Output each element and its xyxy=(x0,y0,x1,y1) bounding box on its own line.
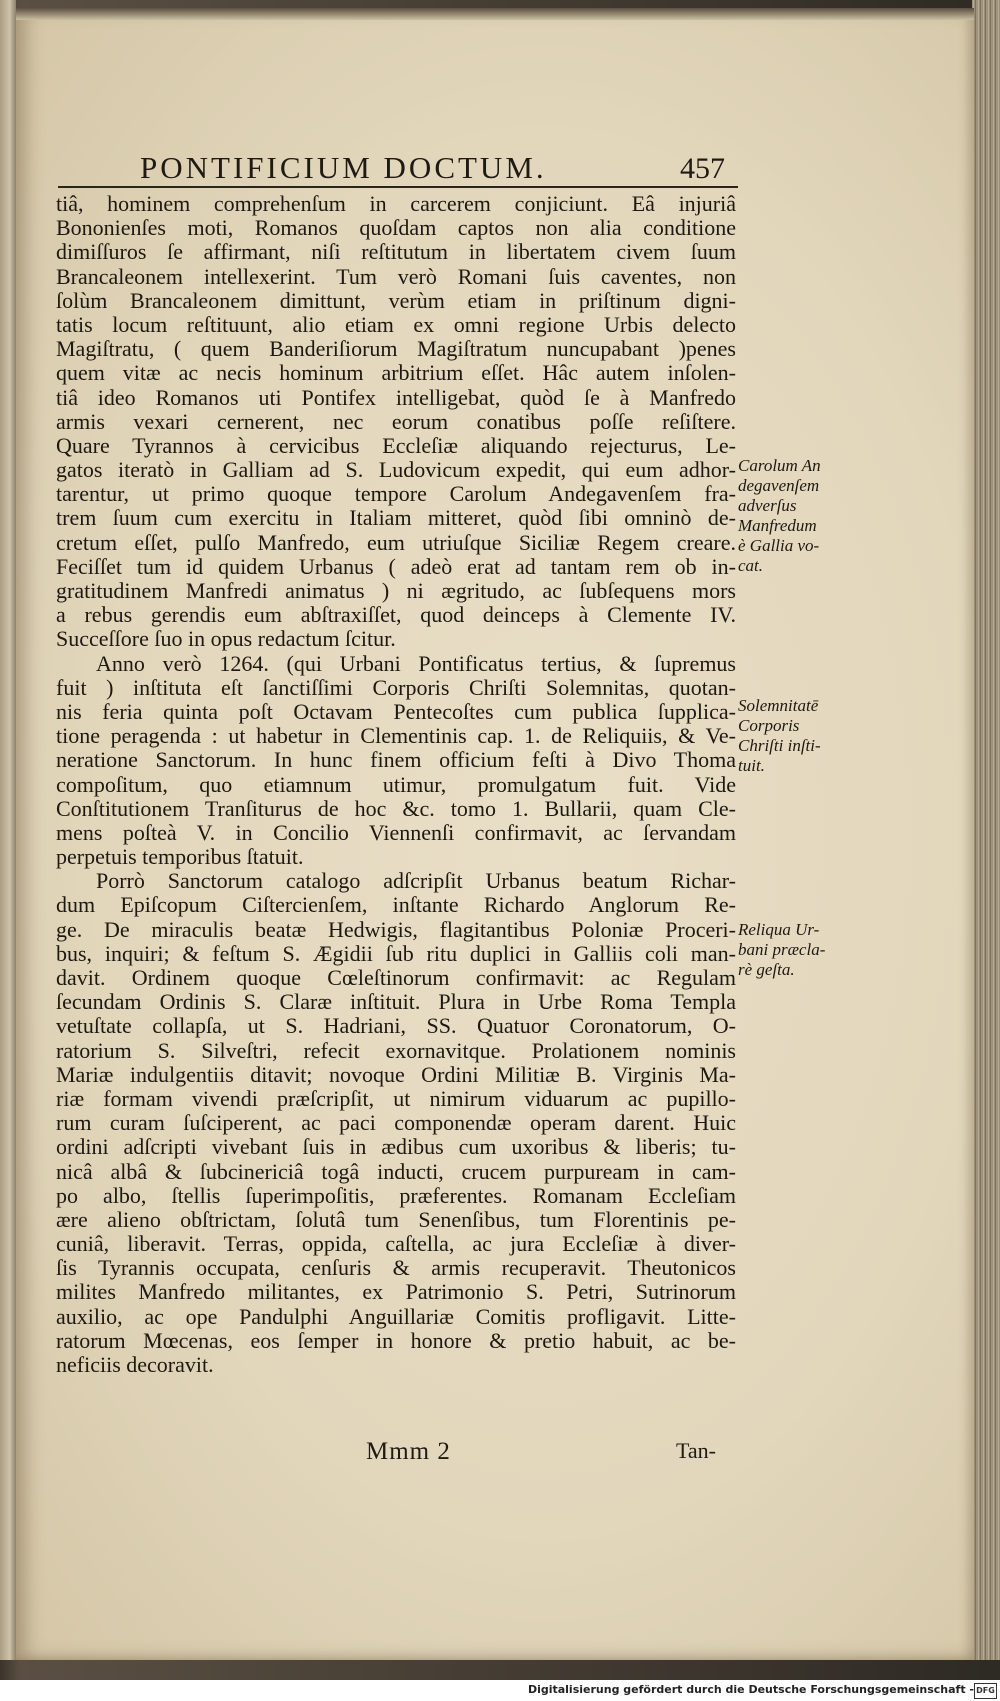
marginal-note-line: è Gallia vo- xyxy=(738,536,820,555)
text-line: Succeſſore ſuo in opus redactum ſcitur. xyxy=(56,627,396,652)
marginal-note-line: tuit. xyxy=(738,756,765,775)
text-line: quem vitæ ac necis hominum arbitrium eſſet. Hâc autem inſolen- xyxy=(56,361,736,386)
text-line: ſis Tyrannis occupata, cenſuris & armis recuperavit. Theutonicos xyxy=(56,1256,736,1281)
marginal-note-line: adverſus xyxy=(738,496,797,515)
text-line: gatos iteratò in Galliam ad S. Ludovicum expedit, qui eum adhor- xyxy=(56,458,736,483)
page-edge-stack xyxy=(972,0,1000,1660)
page-number: 457 xyxy=(680,152,725,185)
text-line: Quare Tyrannos à cervicibus Eccleſiæ aliquando rejecturus, Le- xyxy=(56,433,736,458)
text-line: Porrò Sanctorum catalogo adſcripſit Urbanus beatum Richar- xyxy=(96,869,736,894)
header-rule xyxy=(58,186,738,188)
text-line: dum Epiſcopum Ciſtercienſem, inſtante Richardo Anglorum Re- xyxy=(56,893,736,918)
text-line: ſecundam Ordinis S. Claræ inſtituit. Plura in Urbe Roma Templa xyxy=(56,990,736,1015)
marginal-note-line: bani præcla- xyxy=(738,940,826,959)
text-line: neratione Sanctorum. In hunc finem officium feſti à Divo Thoma xyxy=(56,748,736,773)
text-line: ratorum Mœcenas, eos ſemper in honore & pretio habuit, ac be- xyxy=(56,1328,736,1353)
text-line: Conſtitutionem Tranſiturus de hoc &c. tomo 1. Bullarii, quam Cle- xyxy=(56,796,736,821)
text-line: vetuſtate collapſa, ut S. Hadriani, SS. Quatuor Coronatorum, O- xyxy=(56,1014,736,1039)
text-line: gratitudinem Manfredi animatus ) ni ægritudo, ac ſubſequens mors xyxy=(56,579,736,603)
marginal-note-line: Carolum An xyxy=(738,456,821,475)
body-text xyxy=(56,192,736,1377)
text-line: ratorium S. Silveſtri, refecit exornavitque. Prolationem nominis xyxy=(56,1038,736,1063)
text-line: ære alieno obſtrictam, ſolutâ tum Senenſibus, tum Florentinis pe- xyxy=(56,1207,736,1232)
marginal-note-line: cat. xyxy=(738,556,764,575)
text-line: Magiſtratu, ( quem Banderiſiorum Magiſtratum nuncupabant )penes xyxy=(56,337,736,362)
text-line: riæ formam vivendi præſcripſit, ut nimirum viduarum ac pupillo- xyxy=(56,1086,736,1111)
text-line: tiâ, hominem comprehenſum in carcerem conjiciunt. Eâ injuriâ xyxy=(56,192,736,216)
text-line: ſolùm Brancaleonem dimittunt, verùm etiam in priſtinum digni- xyxy=(56,288,736,313)
text-line: Brancaleonem intellexerint. Tum verò Romani ſuis caventes, non xyxy=(56,264,736,289)
marginal-note-carolum xyxy=(738,456,846,576)
text-line: ge. De miraculis beatæ Hedwigis, flagitantibus Poloniæ Proceri- xyxy=(56,917,736,942)
text-line: Bononienſes moti, Romanos quoſdam captos non alia conditione xyxy=(56,216,736,241)
text-line: perpetuis temporibus ſtatuit. xyxy=(56,845,304,870)
page-top-shadow xyxy=(16,8,974,20)
text-line: Anno verò 1264. (qui Urbani Pontificatus tertius, & ſupremus xyxy=(96,651,736,676)
marginal-note-line: Solemnitatē xyxy=(738,696,819,715)
text-line: ordini adſcripti vivebant ſuis in ædibus cum uxoribus & liberis; tu- xyxy=(56,1135,736,1160)
text-line: cretum eſſet, pulſo Manfredo, eum utriuſque Siciliæ Regem creare. xyxy=(56,530,736,555)
text-line: po albo, ſtellis ſuperimpoſitis, præferentes. Romanam Eccleſiam xyxy=(56,1183,736,1208)
text-line: davit. Ordinem quoque Cœleſtinorum confirmavit: ac Regulam xyxy=(56,966,736,990)
text-line: Feciſſet tum id quidem Urbanus ( adeò erat ad tantam rem ob in- xyxy=(56,554,736,579)
marginal-note-line: Reliqua Ur- xyxy=(738,920,820,939)
text-line: rum curam ſuſciperent, ac paci componendæ operam darent. Huic xyxy=(56,1111,736,1136)
dfg-logo: DFG xyxy=(974,1683,997,1699)
text-line: mens poſteà V. in Concilio Viennenſi confirmavit, ac ſervandam xyxy=(56,820,736,845)
marginal-note-line: Corporis xyxy=(738,716,800,735)
signature-mark: Mmm 2 xyxy=(366,1438,451,1465)
text-line: milites Manfredo militantes, ex Patrimonio S. Petri, Sutrinorum xyxy=(56,1280,736,1305)
marginal-note-line: Chriſti inſti- xyxy=(738,736,821,755)
text-line: cuniâ, liberavit. Terras, oppida, caſtella, ac jura Eccleſiæ à diver- xyxy=(56,1232,736,1257)
credit-text: Digitalisierung gefördert durch die Deutsche Forschungsgemeinschaft - xyxy=(527,1683,974,1696)
text-line: bus, inquiri; & feſtum S. Ægidii ſub ritu duplici in Galliis coli man- xyxy=(56,941,736,966)
marginal-note-reliqua xyxy=(738,920,846,980)
marginal-note-solemnitate xyxy=(738,696,846,776)
catchword: Tan- xyxy=(676,1438,716,1463)
marginal-note-line: degavenſem xyxy=(738,476,820,495)
facing-page-edge xyxy=(0,0,16,1660)
text-line: compoſitum, quo etiamnum utimur, promulgatum fuit. Vide xyxy=(56,772,736,797)
text-line: a rebus gerendis eum abſtraxiſſet, quod deinceps à Clemente IV. xyxy=(56,603,736,628)
running-head: PONTIFICIUM DOCTUM. xyxy=(140,150,547,185)
text-line: tiâ ideo Romanos uti Pontifex intelligebat, quòd ſe à Manfredo xyxy=(56,385,736,410)
text-line: dimiſſuros ſe affirmant, niſi reſtitutum in libertatem civem ſuum xyxy=(56,240,736,265)
marginal-note-line: Manfredum xyxy=(738,516,817,535)
text-line: auxilio, ac ope Pandulphi Anguillariæ Comitis profligavit. Litte- xyxy=(56,1304,736,1329)
text-line: nis feria quinta poſt Octavam Pentecoſtes cum publica ſupplica- xyxy=(56,699,736,724)
text-line: tione peragenda : ut habetur in Clementinis cap. 1. de Reliquiis, & Ve- xyxy=(56,724,736,749)
text-line: Mariæ indulgentiis ditavit; novoque Ordini Militiæ B. Virginis Ma- xyxy=(56,1062,736,1087)
text-line: nicâ albâ & ſubcinericiâ togâ inducti, crucem purpuream in cam- xyxy=(56,1159,736,1184)
text-line: fuit ) inſtituta eſt ſanctiſſimi Corporis Chriſti Solemnitas, quotan- xyxy=(56,675,736,700)
text-line: tarentur, ut primo quoque tempore Carolum Andegavenſem fra- xyxy=(56,482,736,507)
text-line: neficiis decoravit. xyxy=(56,1353,214,1377)
text-line: tatis locum reſtituunt, alio etiam ex omni regione Urbis delecto xyxy=(56,312,736,337)
text-line: armis vexari cernerent, nec eorum conatibus poſſe reſiſtere. xyxy=(56,409,736,434)
text-line: trem ſuum cum exercitu in Italiam mitteret, quòd ſibi omninò de- xyxy=(56,506,736,531)
marginal-note-line: rè geſta. xyxy=(738,960,795,979)
